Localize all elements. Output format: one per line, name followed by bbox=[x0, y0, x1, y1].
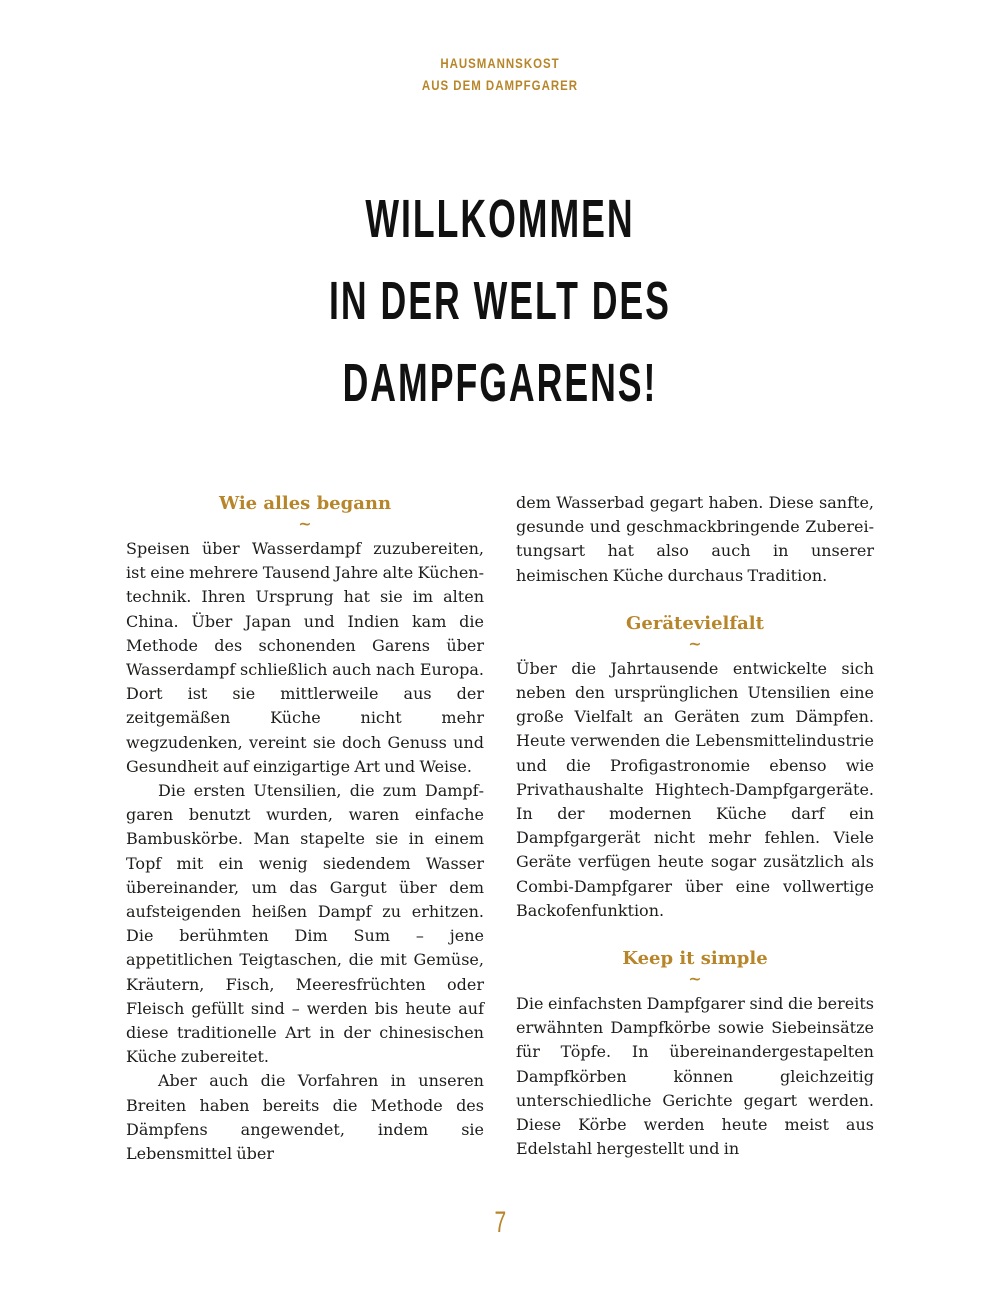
running-head bbox=[0, 52, 1000, 96]
page-title-line-2: IN DER WELT DES bbox=[329, 271, 671, 331]
section-heading-geraetevielfalt: Gerätevielfalt bbox=[626, 612, 764, 634]
paragraph: Speisen über Wasserdampf zuzubereiten, ist eine mehrere Tausend Jahre alte Küchentechnik. Ihren Ursprung hat sie im alten China. Über Japan und Indien kam die Methode des schonenden Garens über Wasserdampf schließlich auch nach Europa. Dort ist sie mittlerweile aus der zeitgemäßen Küche nicht mehr wegzudenken, vereint sie doch Genuss und Gesundheit auf einzigartige Art und Weise. bbox=[126, 539, 484, 776]
page-number bbox=[0, 1206, 1000, 1240]
tilde-ornament: ~ bbox=[688, 969, 702, 989]
section-heading-wie-alles-begann: Wie alles begann bbox=[218, 493, 392, 514]
section-gap bbox=[516, 588, 874, 611]
section-gap bbox=[516, 923, 874, 946]
running-head-line-2: AUS DEM DAMPFGARER bbox=[421, 77, 579, 93]
page-title-line-3: DAMPFGARENS! bbox=[342, 353, 658, 413]
paragraph: Die einfachsten Dampfgarer sind die bereits erwähnten Dampfkörbe sowie Siebeinsätze für Töpfe. In übereinandergestapelten Dampfkörben können gleichzeitig unterschiedliche Gerichte gegart werden. Diese Körbe werden heute meist aus Edelstahl hergestellt und in bbox=[516, 994, 874, 1159]
page-title bbox=[0, 178, 1000, 424]
paragraph: Die ersten Utensilien, die zum Dampfgaren benutzt wurden, waren einfache Bambuskörbe. Man stapelte sie in einem Topf mit ein wenig siedendem Wasser übereinander, um das Gargut über dem aufsteigenden heißen Dampf zu erhitzen. Die berühmten Dim Sum – jene appetitlichen Teigtaschen, die mit Gemüse, Kräutern, Fisch, Meeresfrüchten oder Fleisch gefüllt sind – werden bis heute auf diese traditionelle Art in der chinesischen Küche zubereitet. bbox=[126, 781, 484, 1067]
running-head-line-1: HAUSMANNSKOST bbox=[440, 55, 560, 71]
page-number-value: 7 bbox=[494, 1206, 506, 1239]
paragraph-continuation: dem Wasserbad gegart haben. Diese sanfte, gesunde und geschmackbringende Zubereitungsart hat also auch in unserer heimischen Küche durchaus Tradition. bbox=[516, 493, 874, 585]
tilde-ornament: ~ bbox=[298, 514, 312, 533]
left-column bbox=[126, 491, 484, 1166]
tilde-ornament: ~ bbox=[688, 633, 702, 653]
section-heading-keep-it-simple: Keep it simple bbox=[622, 948, 768, 970]
paragraph: Aber auch die Vorfahren in unseren Breiten haben bereits die Methode des Dämpfens angewendet, indem sie Lebensmittel über bbox=[126, 1071, 484, 1164]
paragraph: Über die Jahrtausende entwickelte sich neben den ursprünglichen Utensilien eine große Vielfalt an Geräten zum Dämpfen. Heute verwenden die Lebensmittelindustrie und die Profigastronomie ebenso wie Privathaushalte Hightech-Dampfgargeräte. In der modernen Küche darf ein Dampfgargerät nicht mehr fehlen. Viele Geräte verfügen heute sogar zusätzlich als Combi-Dampfgarer über eine vollwertige Backofenfunktion. bbox=[516, 658, 874, 920]
right-column bbox=[516, 491, 874, 1161]
page-title-line-1: WILLKOMMEN bbox=[365, 189, 635, 249]
